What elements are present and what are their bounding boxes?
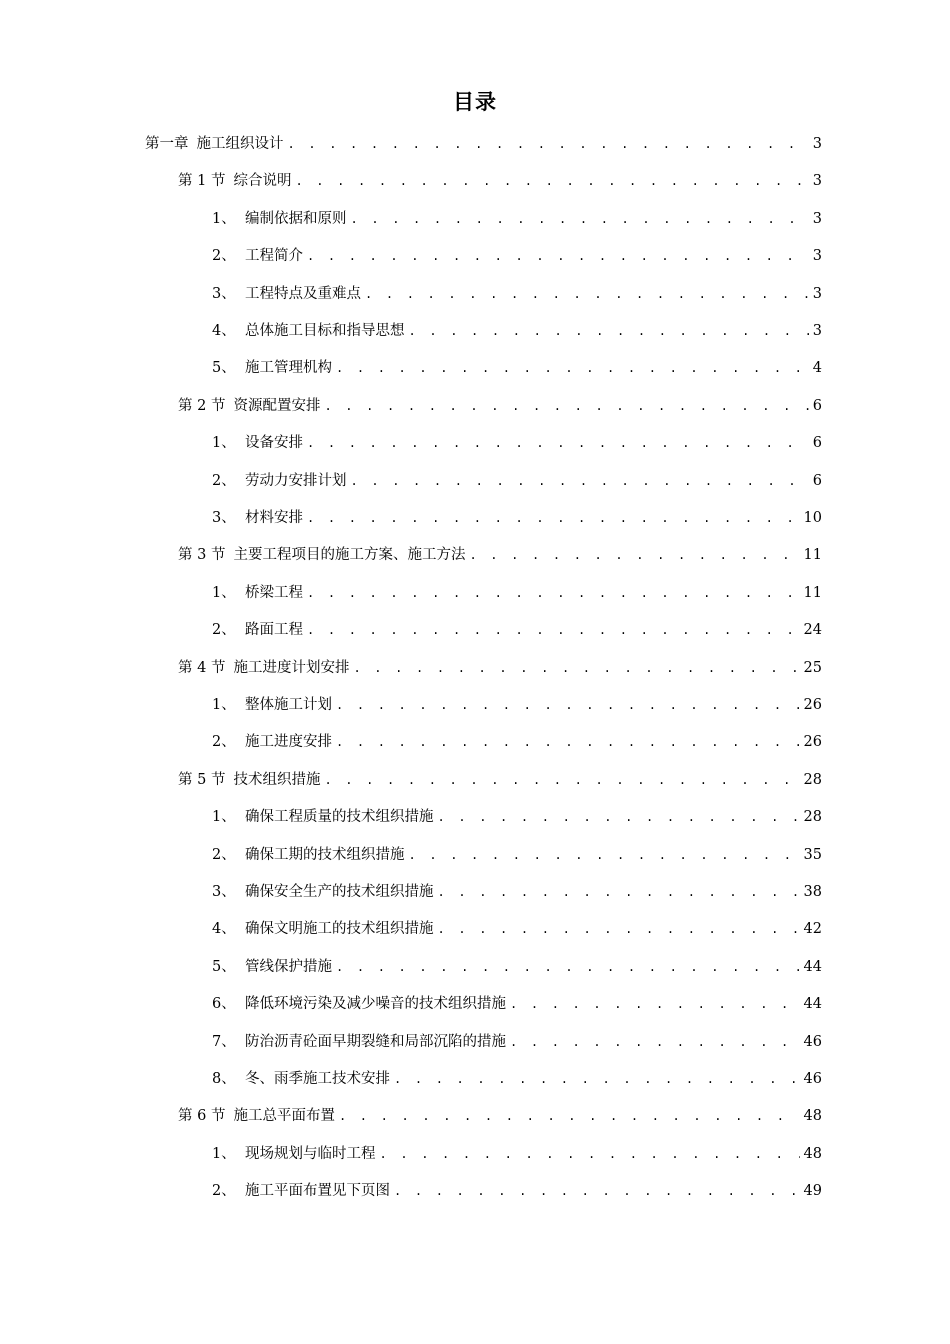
dot-leader — [351, 471, 809, 491]
dot-leader — [510, 994, 800, 1014]
toc-entry-number: 1、 — [212, 1145, 236, 1162]
toc-entry[interactable] — [212, 246, 822, 266]
toc-entry-page-number: 3 — [812, 248, 822, 265]
toc-entry-number: 第 4 节 — [178, 659, 226, 676]
dot-leader — [438, 919, 800, 939]
toc-entry-page-number: 46 — [803, 1071, 822, 1087]
toc-entry[interactable] — [212, 583, 822, 603]
toc-entry-title: 防治沥青砼面早期裂缝和局部沉陷的措施 — [245, 1033, 506, 1050]
toc-entry-number: 2、 — [212, 622, 236, 639]
toc-entry-page-number: 42 — [803, 921, 822, 938]
dot-leader — [409, 321, 809, 341]
toc-entry-number: 第一章 — [145, 136, 189, 152]
toc-entry[interactable] — [212, 807, 822, 827]
toc-entry-page-number: 6 — [812, 397, 822, 414]
toc-entry-title: 管线保护措施 — [245, 958, 332, 975]
toc-entry-number: 第 3 节 — [178, 547, 226, 564]
toc-entry-number: 第 6 节 — [178, 1108, 226, 1125]
toc-entry[interactable] — [178, 770, 822, 790]
toc-entry[interactable] — [212, 994, 822, 1014]
toc-entry-title: 现场规划与临时工程 — [245, 1145, 376, 1162]
toc-entry-title: 工程特点及重难点 — [245, 285, 361, 302]
toc-entry-page-number: 44 — [803, 958, 822, 975]
toc-entry-page-number: 11 — [803, 547, 822, 564]
dot-leader — [510, 1032, 800, 1052]
toc-entry-number: 8、 — [212, 1071, 236, 1087]
toc-entry-title: 施工管理机构 — [245, 360, 332, 377]
dot-leader — [336, 732, 800, 752]
toc-entry-number: 7、 — [212, 1033, 236, 1050]
toc-entry-page-number: 3 — [812, 323, 822, 339]
dot-leader — [336, 358, 809, 378]
toc-entry-number: 2、 — [212, 472, 236, 489]
toc-entry-page-number: 10 — [803, 510, 822, 526]
toc-entry-page-number: 26 — [803, 697, 822, 713]
toc-entry[interactable] — [212, 358, 822, 378]
toc-entry-number: 4、 — [212, 323, 236, 339]
dot-leader — [307, 246, 809, 266]
toc-entry-page-number: 46 — [803, 1033, 822, 1050]
toc-entry[interactable] — [178, 658, 822, 678]
toc-entry[interactable] — [212, 1181, 822, 1201]
toc-entry-number: 2、 — [212, 248, 236, 265]
toc-entry-page-number: 38 — [803, 884, 822, 900]
toc-entry[interactable] — [145, 134, 822, 154]
toc-entry-number: 2、 — [212, 734, 236, 751]
toc-entry-title: 桥梁工程 — [245, 584, 303, 601]
dot-leader — [295, 171, 808, 191]
toc-entry-title: 材料安排 — [245, 510, 303, 526]
dot-leader — [394, 1181, 800, 1201]
toc-entry-title: 技术组织措施 — [233, 771, 321, 788]
toc-entry[interactable] — [212, 284, 822, 304]
toc-entry-number: 5、 — [212, 360, 236, 377]
toc-entry-page-number: 25 — [803, 659, 822, 676]
toc-entry-number: 2、 — [212, 1183, 236, 1200]
dot-leader — [307, 620, 800, 640]
toc-entry-number: 3、 — [212, 510, 236, 526]
toc-entry-title: 施工组织设计 — [196, 136, 284, 152]
toc-entry-number: 第 2 节 — [178, 397, 226, 414]
toc-entry-number: 3、 — [212, 285, 236, 302]
toc-entry[interactable] — [212, 1032, 822, 1052]
toc-entry-page-number: 28 — [803, 771, 822, 788]
dot-leader — [307, 583, 800, 603]
dot-leader — [339, 1106, 800, 1126]
toc-entry-page-number: 24 — [803, 622, 822, 639]
toc-entry-title: 施工进度安排 — [245, 734, 332, 751]
toc-entry[interactable] — [178, 545, 822, 565]
toc-entry-number: 第 5 节 — [178, 771, 226, 788]
dot-leader — [438, 882, 800, 902]
toc-entry-title: 施工总平面布置 — [233, 1108, 335, 1125]
toc-entry-number: 1、 — [212, 210, 236, 227]
toc-entry-title: 主要工程项目的施工方案、施工方法 — [233, 547, 466, 564]
dot-leader — [336, 957, 800, 977]
toc-title: 目录 — [453, 90, 497, 114]
toc-entry[interactable] — [212, 957, 822, 977]
toc-entry[interactable] — [212, 620, 822, 640]
toc-entry[interactable] — [212, 321, 822, 341]
dot-leader — [438, 807, 800, 827]
toc-entry-page-number: 4 — [812, 360, 822, 377]
dot-leader — [469, 545, 799, 565]
toc-entry[interactable] — [212, 508, 822, 528]
toc-entry-title: 路面工程 — [245, 622, 303, 639]
toc-entry-page-number: 35 — [803, 846, 822, 863]
dot-leader — [307, 508, 800, 528]
toc-entry-number: 1、 — [212, 435, 236, 452]
toc-entry-number: 3、 — [212, 884, 236, 900]
toc-entry-page-number: 48 — [803, 1145, 822, 1162]
toc-entry-number: 1、 — [212, 809, 236, 826]
toc-entry[interactable] — [212, 209, 822, 229]
toc-entry-page-number: 3 — [812, 285, 822, 302]
toc-entry-title: 确保工程质量的技术组织措施 — [245, 809, 434, 826]
toc-entry-number: 4、 — [212, 921, 236, 938]
toc-entry[interactable] — [178, 1106, 822, 1126]
toc-entry-title: 综合说明 — [233, 173, 292, 190]
toc-entry-number: 2、 — [212, 846, 236, 863]
toc-entry-title: 冬、雨季施工技术安排 — [245, 1071, 390, 1087]
toc-entry-title: 施工平面布置见下页图 — [245, 1183, 390, 1200]
toc-entry[interactable] — [212, 845, 822, 865]
dot-leader — [336, 695, 800, 715]
dot-leader — [394, 1069, 800, 1089]
toc-entry-title: 确保工期的技术组织措施 — [245, 846, 405, 863]
toc-entry-title: 确保安全生产的技术组织措施 — [245, 884, 434, 900]
toc-entry-page-number: 3 — [812, 210, 822, 227]
toc-entry[interactable] — [212, 433, 822, 453]
dot-leader — [351, 209, 809, 229]
toc-entry-page-number: 11 — [803, 584, 822, 601]
toc-entry-page-number: 3 — [812, 173, 822, 190]
toc-entry-title: 编制依据和原则 — [245, 210, 347, 227]
toc-entry[interactable] — [212, 1144, 822, 1164]
toc-entry-title: 降低环境污染及减少噪音的技术组织措施 — [245, 996, 506, 1013]
toc-entry[interactable] — [212, 919, 822, 939]
toc-entry-title: 整体施工计划 — [245, 697, 332, 713]
toc-entry-page-number: 6 — [812, 435, 822, 452]
toc-entry-number: 6、 — [212, 996, 236, 1013]
dot-leader — [324, 396, 808, 416]
toc-entry[interactable] — [212, 882, 822, 902]
toc-entry-title: 资源配置安排 — [233, 397, 321, 414]
toc-entry-page-number: 28 — [803, 809, 822, 826]
toc-entry-title: 工程简介 — [245, 248, 303, 265]
toc-entry-page-number: 26 — [803, 734, 822, 751]
dot-leader — [353, 658, 799, 678]
toc-entry-page-number: 49 — [803, 1183, 822, 1200]
toc-entry-title: 总体施工目标和指导思想 — [245, 323, 405, 339]
toc-entry-number: 5、 — [212, 958, 236, 975]
toc-entry-title: 设备安排 — [245, 435, 303, 452]
toc-entry[interactable] — [212, 732, 822, 752]
toc-entry[interactable] — [178, 171, 822, 191]
toc-entry-title: 施工进度计划安排 — [233, 659, 350, 676]
toc-entry-page-number: 48 — [803, 1108, 822, 1125]
toc-entry-title: 确保文明施工的技术组织措施 — [245, 921, 434, 938]
toc-entry-number: 1、 — [212, 697, 236, 713]
toc-entry-number: 第 1 节 — [178, 173, 226, 190]
dot-leader — [380, 1144, 800, 1164]
toc-entry[interactable] — [212, 1069, 822, 1089]
dot-leader — [409, 845, 800, 865]
dot-leader — [307, 433, 809, 453]
dot-leader — [288, 134, 809, 154]
toc-entry[interactable] — [212, 471, 822, 491]
toc-entry[interactable] — [178, 396, 822, 416]
dot-leader — [365, 284, 809, 304]
dot-leader — [324, 770, 799, 790]
toc-entry-title: 劳动力安排计划 — [245, 472, 347, 489]
toc-entry-page-number: 44 — [803, 996, 822, 1013]
toc-entry-page-number: 6 — [812, 472, 822, 489]
toc-entry-page-number: 3 — [812, 136, 822, 152]
toc-entry-number: 1、 — [212, 584, 236, 601]
toc-entry[interactable] — [212, 695, 822, 715]
